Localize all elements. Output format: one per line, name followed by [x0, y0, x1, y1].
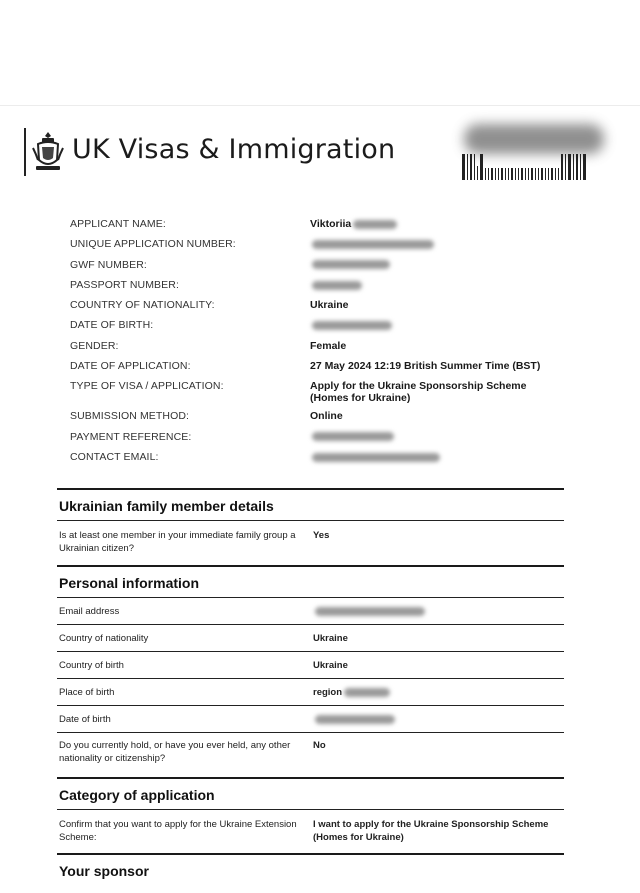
sponsor-section: [57, 853, 564, 885]
brand-title: UK Visas & Immigration: [72, 134, 396, 165]
detail-row: Confirm that you want to apply for the Ukraine Extension Scheme: I want to apply for the Ukraine Sponsorship Scheme (Homes for Ukraine): [57, 809, 564, 850]
family-section: [57, 488, 564, 561]
detail-row: Country of nationality Ukraine: [57, 624, 564, 651]
summary-row: GENDER: Female: [70, 339, 347, 352]
header-vertical-rule: [24, 128, 26, 176]
personal-section: [57, 565, 564, 771]
summary-row: SUBMISSION METHOD: Online: [70, 410, 343, 423]
detail-row: Is at least one member in your immediate family group a Ukrainian citizen? Yes: [57, 520, 564, 561]
blank-top-area: [0, 0, 640, 105]
barcode: [458, 124, 608, 186]
detail-row: Date of birth: [57, 705, 564, 732]
summary-row: DATE OF APPLICATION: 27 May 2024 12:19 British Summer Time (BST): [70, 360, 541, 373]
royal-crest-icon: [30, 130, 66, 174]
section-title: Personal information: [57, 565, 564, 597]
summary-row: DATE OF BIRTH:: [70, 317, 570, 337]
summary-row: PAYMENT REFERENCE:: [70, 429, 570, 449]
detail-row: Do you currently hold, or have you ever held, any other nationality or citizenship? No: [57, 732, 564, 771]
summary-row: TYPE OF VISA / APPLICATION: Apply for the Ukraine Sponsorship Scheme (Homes for Ukraine): [70, 380, 527, 405]
summary-row: CONTACT EMAIL:: [70, 449, 570, 469]
section-title: Your sponsor: [57, 853, 564, 885]
detail-row: Country of birth Ukraine: [57, 651, 564, 678]
summary-row: UNIQUE APPLICATION NUMBER:: [70, 236, 570, 256]
summary-row: PASSPORT NUMBER:: [70, 277, 570, 297]
document-header: [0, 118, 640, 188]
summary-row: GWF NUMBER:: [70, 257, 570, 277]
detail-row: Place of birth region: [57, 678, 564, 705]
section-title: Category of application: [57, 777, 564, 809]
section-title: Ukrainian family member details: [57, 488, 564, 520]
applicant-summary: [70, 216, 570, 469]
summary-row: APPLICANT NAME: Viktoriia: [70, 216, 570, 236]
detail-row: Email address: [57, 597, 564, 624]
top-divider: [0, 105, 640, 106]
barcode-bars: [462, 150, 608, 180]
category-section: [57, 777, 564, 850]
summary-row: COUNTRY OF NATIONALITY: Ukraine: [70, 299, 349, 312]
